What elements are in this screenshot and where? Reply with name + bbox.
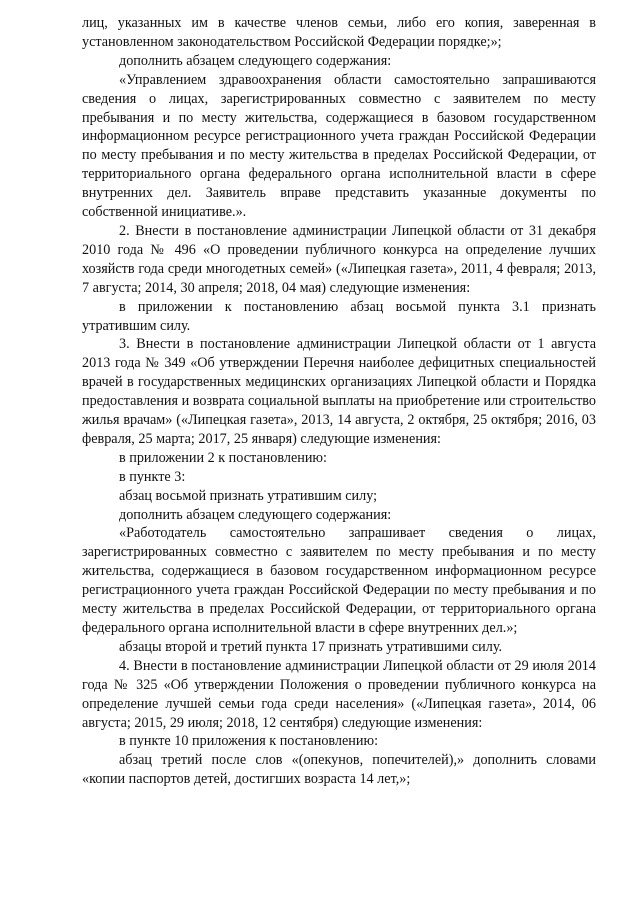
document-body	[82, 14, 596, 789]
paragraph-item-3-point: в пункте 3:	[119, 468, 186, 485]
paragraph-quote-employer: «Работодатель самостоятельно запрашивает сведения о лицах, зарегистрированных совместно с заявителем по месту пребывания и по месту жительства, содержащиеся в базовом государственном информационном ресурсе регистрационного учета граждан Российской Федерации по месту пребывания и по месту жительства в пределах Российской Федерации, от территориального органа федерального органа исполнительной власти в сфере внутренних дел.»;	[82, 525, 596, 636]
paragraph-item-3-repeal: абзац восьмой признать утратившим силу;	[119, 487, 378, 504]
paragraph-item-4: 4. Внести в постановление администрации Липецкой области от 29 июля 2014 года № 325 «Об утверждении Положения о проведении публичного конкурса на определение лучшей семьи года среди населения» («Липецкая газета», 2014, 06 августа; 2015, 29 июля; 2018, 12 сентября) следующие изменения:	[82, 657, 596, 731]
paragraph-continuation: лиц, указанных им в качестве членов семьи, либо его копия, заверенная в установленном законодательством Российской Федерации порядке;»;	[82, 15, 596, 50]
paragraph-quote-health-dept: «Управлением здравоохранения области самостоятельно запрашиваются сведения о лицах, зарегистрированных совместно с заявителем по месту пребывания и по месту жительства, содержащиеся в базовом государственном информационном ресурсе регистрационного учета граждан Российской Федерации по месту пребывания и по месту жительства в пределах Российской Федерации, от территориального органа федерального органа исполнительной власти в сфере внутренних дел. Заявитель вправе представить указанные документы по собственной инициативе.».	[82, 71, 596, 221]
paragraph-item-2-change: в приложении к постановлению абзац восьмой пункта 3.1 признать утратившим силу.	[82, 298, 596, 334]
paragraph-item-3-point-17: абзацы второй и третий пункта 17 признать утратившими силу.	[119, 638, 503, 655]
paragraph-item-3-amend: дополнить абзацем следующего содержания:	[119, 506, 392, 523]
paragraph-item-2: 2. Внести в постановление администрации Липецкой области от 31 декабря 2010 года № 496 «О проведении публичного конкурса на определение лучших хозяйств года среди многодетных семей» («Липецкая газета», 2011, 4 февраля; 2013, 7 августа; 2014, 30 апреля; 2018, 04 мая) следующие изменения:	[82, 222, 596, 296]
paragraph-item-3: 3. Внести в постановление администрации Липецкой области от 1 августа 2013 года № 349 «Об утверждении Перечня наиболее дефицитных специальностей врачей в государственных медицинских организациях Липецкой области и Порядка предоставления и возврата социальной выплаты на приобретение или строительство жилья врачам» («Липецкая газета», 2013, 14 августа, 2 октября, 25 октября; 2016, 03 февраля, 25 марта; 2017, 25 января) следующие изменения:	[82, 336, 596, 447]
paragraph-amend-instruction: дополнить абзацем следующего содержания:	[119, 52, 392, 69]
paragraph-item-4-point-10: в пункте 10 приложения к постановлению:	[119, 733, 379, 750]
paragraph-item-4-amend: абзац третий после слов «(опекунов, попечителей),» дополнить словами «копии паспортов детей, достигших возраста 14 лет,»;	[82, 752, 596, 788]
paragraph-item-3-appendix: в приложении 2 к постановлению:	[119, 449, 327, 466]
